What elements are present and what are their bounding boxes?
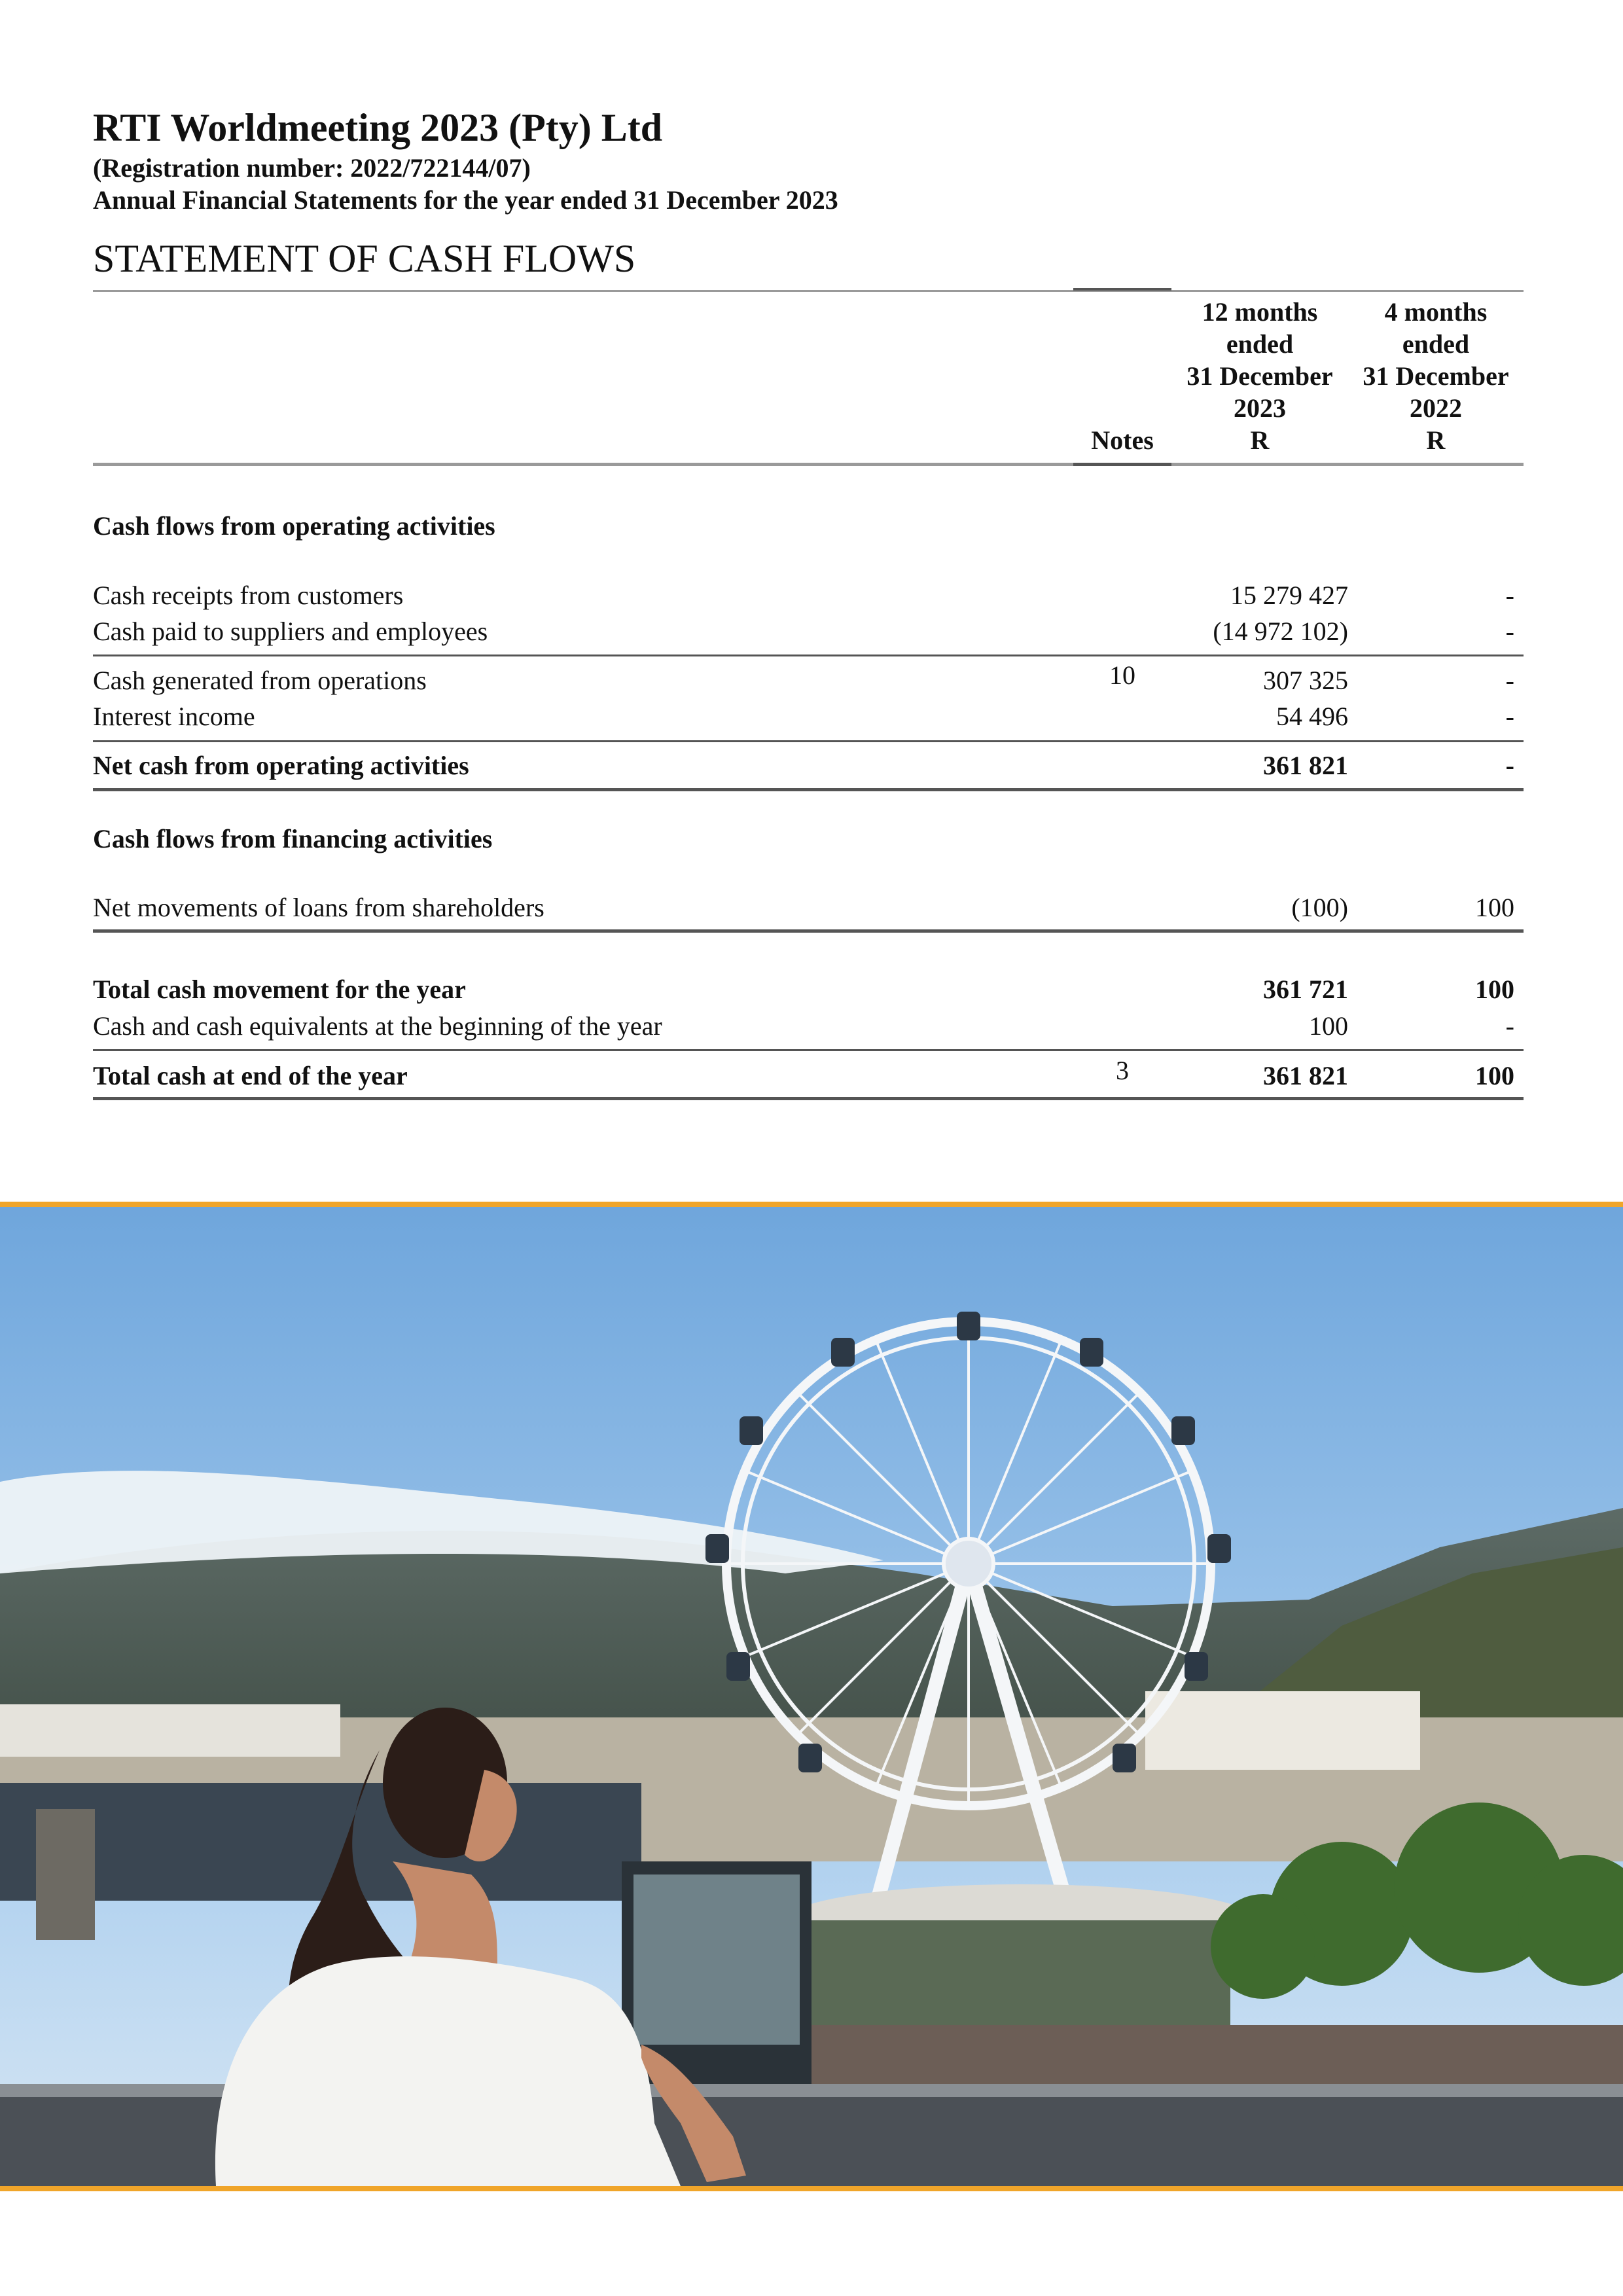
row-label-cash-receipts: Cash receipts from customers [93,581,404,610]
notes-header-rule [1073,463,1171,466]
row-prior-cash-generated: - [1505,666,1514,695]
row-prior-opening-cash: - [1505,1011,1514,1041]
financing-section-heading: Cash flows from financing activities [93,824,493,853]
row-prior-cash-paid: - [1505,617,1514,646]
row-prior-cash-receipts: - [1505,581,1514,610]
row-prior-closing-cash: 100 [1475,1061,1514,1090]
subtotal-rule [93,655,1524,656]
row-label-interest-income: Interest income [93,702,255,731]
prior-header-line-4: 2022 [1410,393,1462,423]
operating-total-bottom-rule [93,788,1524,791]
company-name: RTI Worldmeeting 2023 (Pty) Ltd [93,106,663,149]
row-note-cash-generated: 10 [1109,660,1135,690]
current-header-line-1: 12 months [1202,297,1318,327]
reporting-period: Annual Financial Statements for the year ended 31 December 2023 [93,185,838,215]
row-prior-shareholder-loans: 100 [1475,893,1514,922]
operating-total-top-rule [93,740,1524,742]
row-label-total-movement: Total cash movement for the year [93,975,466,1004]
current-header-line-5: R [1250,425,1270,455]
row-note-closing-cash: 3 [1116,1056,1129,1085]
photo-illustration [0,1207,1623,2186]
registration-number: (Registration number: 2022/722144/07) [93,153,531,183]
prior-header-line-2: ended [1402,329,1470,359]
table-top-rule [93,290,1524,292]
row-prior-total-movement: 100 [1475,975,1514,1004]
closing-total-bottom-rule [93,1097,1524,1100]
building-right [1145,1691,1420,1770]
row-label-shareholder-loans: Net movements of loans from shareholders [93,893,544,922]
prior-header-line-1: 4 months [1384,297,1488,327]
financing-bottom-rule [93,929,1524,933]
row-current-cash-receipts: 15 279 427 [1230,581,1348,610]
prior-header-line-3: 31 December [1363,361,1509,391]
current-header-line-4: 2023 [1234,393,1286,423]
billboard-screen [633,1874,800,2045]
notes-top-rule [1073,288,1171,291]
row-current-cash-paid: (14 972 102) [1213,617,1348,646]
row-prior-net-operating: - [1505,751,1514,780]
row-current-closing-cash: 361 821 [1263,1061,1348,1090]
row-current-total-movement: 361 721 [1263,975,1348,1004]
current-header-line-2: ended [1226,329,1294,359]
closing-total-top-rule [93,1049,1524,1051]
row-label-cash-paid: Cash paid to suppliers and employees [93,617,488,646]
row-label-net-operating: Net cash from operating activities [93,751,469,780]
row-prior-interest-income: - [1505,702,1514,731]
row-current-interest-income: 54 496 [1276,702,1348,731]
row-current-net-operating: 361 821 [1263,751,1348,780]
row-current-cash-generated: 307 325 [1263,666,1348,695]
building-left [0,1704,340,1757]
row-current-opening-cash: 100 [1309,1011,1348,1041]
row-current-shareholder-loans: (100) [1291,893,1348,922]
pavilion [812,1920,1230,2038]
header-bottom-rule [93,463,1524,466]
notes-column-header: Notes [1091,425,1154,455]
prior-period-column-header [1348,296,1524,456]
chimney [36,1809,95,1940]
roof-dark [0,1783,641,1901]
row-label-closing-cash: Total cash at end of the year [93,1061,408,1090]
current-header-line-3: 31 December [1186,361,1333,391]
current-period-column-header [1171,296,1348,456]
row-label-cash-generated: Cash generated from operations [93,666,427,695]
row-label-opening-cash: Cash and cash equivalents at the beginning of the year [93,1011,662,1041]
operating-section-heading: Cash flows from operating activities [93,511,495,541]
statement-title: STATEMENT OF CASH FLOWS [93,237,636,280]
ferris-wheel-waterfront-photo [0,1202,1623,2191]
prior-header-line-5: R [1426,425,1446,455]
